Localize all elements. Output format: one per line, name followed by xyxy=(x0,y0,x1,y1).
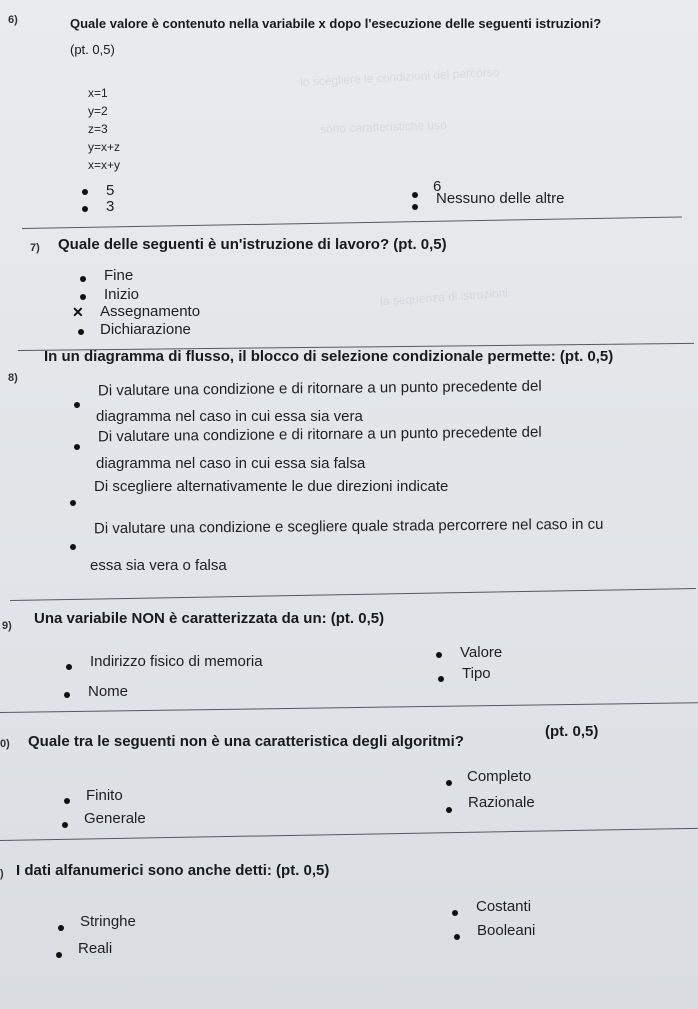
divider xyxy=(22,216,682,229)
q10-option-a[interactable]: Finito xyxy=(86,787,123,804)
q8-option-a-line2[interactable]: diagramma nel caso in cui essa sia vera xyxy=(96,408,363,425)
divider xyxy=(10,588,696,601)
q9-option-a[interactable]: Indirizzo fisico di memoria xyxy=(90,653,263,670)
q6-option-d[interactable]: Nessuno delle altre xyxy=(436,190,565,207)
bullet-icon xyxy=(64,692,70,698)
bullet-icon xyxy=(64,798,70,804)
bullet-icon xyxy=(436,652,442,658)
bullet-icon xyxy=(412,204,418,210)
code-line: y=2 xyxy=(88,104,108,118)
bullet-icon xyxy=(74,402,80,408)
q8-option-d-line2[interactable]: essa sia vera o falsa xyxy=(90,557,227,574)
bullet-icon xyxy=(78,329,84,335)
bullet-icon xyxy=(80,294,86,300)
code-line: y=x+z xyxy=(88,140,121,154)
code-line: x=x+y xyxy=(88,158,121,172)
q6-option-b[interactable]: 3 xyxy=(106,198,115,215)
bullet-icon xyxy=(446,780,452,786)
q9-question: Una variabile NON è caratterizzata da un: (pt. 0,5) xyxy=(34,610,385,627)
bullet-icon xyxy=(70,544,76,550)
q10-option-b[interactable]: Generale xyxy=(84,810,146,827)
q6-code-block xyxy=(88,84,120,174)
bullet-icon xyxy=(82,206,88,212)
bullet-icon xyxy=(438,676,444,682)
q6-option-c[interactable]: 6 xyxy=(433,178,442,195)
code-line: x=1 xyxy=(88,86,108,100)
q8-option-d-line1[interactable]: Di valutare una condizione e scegliere quale strada percorrere nel caso in cu xyxy=(93,515,604,538)
q7-option-c[interactable]: Assegnamento xyxy=(100,303,201,320)
q11-question: I dati alfanumerici sono anche detti: (pt. 0,5) xyxy=(16,862,330,879)
q6-points: (pt. 0,5) xyxy=(70,42,115,57)
code-line: z=3 xyxy=(88,122,108,136)
q11-option-d[interactable]: Booleani xyxy=(477,922,536,939)
q11-option-c[interactable]: Costanti xyxy=(476,898,532,915)
bullet-icon xyxy=(452,910,458,916)
bullet-icon xyxy=(66,664,72,670)
q8-number: 8) xyxy=(8,372,18,384)
q10-question: Quale tra le seguenti non è una caratteristica degli algoritmi? xyxy=(28,733,464,750)
checkmark-icon: ✕ xyxy=(72,304,84,320)
q7-number: 7) xyxy=(30,242,40,254)
q10-number: 0) xyxy=(0,738,10,750)
bullet-icon xyxy=(82,189,88,195)
q8-option-b-line1[interactable]: Di valutare una condizione e di ritornare a un punto precedente del xyxy=(97,423,542,446)
q7-option-d[interactable]: Dichiarazione xyxy=(100,321,191,338)
bullet-icon xyxy=(62,822,68,828)
divider xyxy=(0,702,698,713)
q10-option-d[interactable]: Razionale xyxy=(468,794,535,811)
bullet-icon xyxy=(74,444,80,450)
q6-question: Quale valore è contenuto nella variabile x dopo l'esecuzione delle seguenti istruzioni? xyxy=(70,16,602,31)
bullet-icon xyxy=(56,952,62,958)
q6-number: 6) xyxy=(8,14,18,26)
q6-option-a[interactable]: 5 xyxy=(106,182,115,199)
bullet-icon xyxy=(58,925,64,931)
q11-number: ) xyxy=(0,868,4,880)
q9-option-c[interactable]: Valore xyxy=(460,644,503,661)
q8-option-a-line1[interactable]: Di valutare una condizione e di ritornare a un punto precedente del xyxy=(97,377,542,400)
bullet-icon xyxy=(446,807,452,813)
q9-option-b[interactable]: Nome xyxy=(88,683,129,700)
q7-option-b[interactable]: Inizio xyxy=(104,286,140,303)
q8-question: In un diagramma di flusso, il blocco di selezione condizionale permette: (pt. 0,5) xyxy=(44,348,614,365)
bullet-icon xyxy=(80,276,86,282)
q10-points: (pt. 0,5) xyxy=(545,723,599,740)
q8-option-b-line2[interactable]: diagramma nel caso in cui essa sia falsa xyxy=(96,455,366,472)
q11-option-b[interactable]: Reali xyxy=(78,940,113,957)
q10-option-c[interactable]: Completo xyxy=(467,768,532,785)
q8-option-c[interactable]: Di scegliere alternativamente le due direzioni indicate xyxy=(94,478,449,495)
q9-option-d[interactable]: Tipo xyxy=(462,665,491,682)
q7-question: Quale delle seguenti è un'istruzione di lavoro? (pt. 0,5) xyxy=(58,236,447,253)
bullet-icon xyxy=(70,500,76,506)
bullet-icon xyxy=(454,934,460,940)
q9-number: 9) xyxy=(2,620,12,632)
q11-option-a[interactable]: Stringhe xyxy=(80,913,136,930)
q7-option-a[interactable]: Fine xyxy=(104,267,134,284)
divider xyxy=(0,828,698,841)
bullet-icon xyxy=(412,192,418,198)
